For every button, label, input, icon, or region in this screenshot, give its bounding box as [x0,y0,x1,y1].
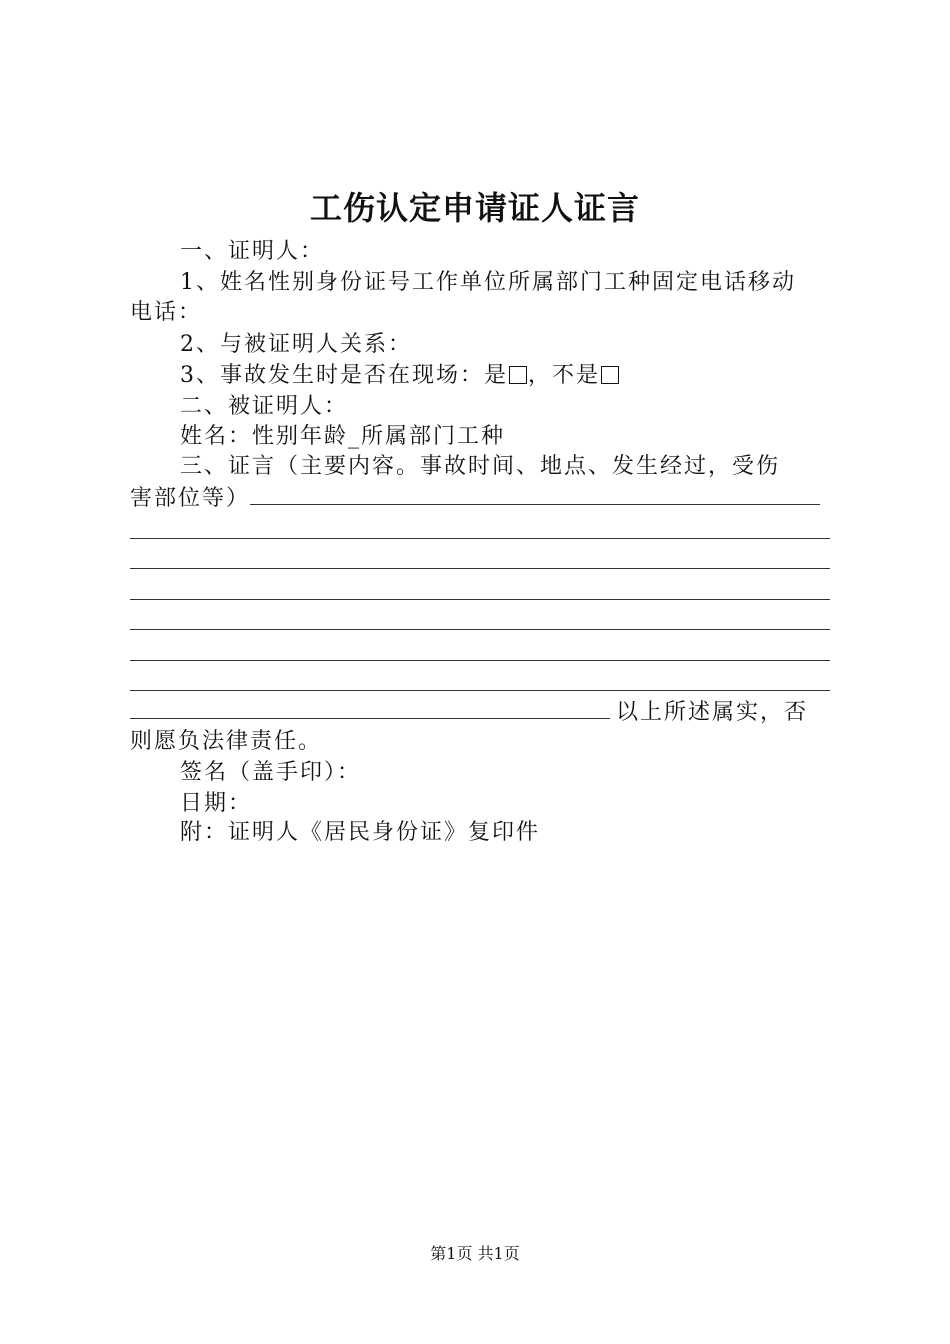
signature-field: 签名（盖手印）： [180,760,362,785]
statement-blank-first[interactable] [250,482,820,505]
statement-blank-line[interactable] [130,660,830,661]
yes-checkbox[interactable] [509,366,527,384]
item3-prefix: 3、事故发生时是否在现场：是 [180,363,508,388]
attachment-note: 附：证明人《居民身份证》复印件 [180,820,541,845]
section3-line1: 三、证言（主要内容。事故时间、地点、发生经过，受伤 [180,454,781,479]
section1-heading: 一、证明人： [180,239,325,264]
item1-line1: 1、姓名性别身份证号工作单位所属部门工种固定电话移动 [180,270,796,295]
declaration-text-1: 以上所述属实，否 [616,700,809,725]
item2-relationship: 2、与被证明人关系： [180,332,412,357]
statement-blank-last[interactable] [130,696,610,719]
item3-middle: ，不是 [528,363,601,388]
item1-line2: 电话： [130,300,203,325]
section3-line2 [130,482,830,514]
section3-line2-text: 害部位等） [130,486,251,511]
witnessed-person-fields: 姓名：性别年龄_所属部门工种 [180,424,506,449]
no-checkbox[interactable] [601,366,619,384]
document-title: 工伤认定申请证人证言 [309,189,640,227]
date-field: 日期： [180,791,253,816]
item3-on-site [180,361,830,391]
statement-blank-line[interactable] [130,690,830,691]
statement-blank-line[interactable] [130,599,830,600]
statement-blank-line[interactable] [130,538,830,539]
statement-declaration-line2: 则愿负法律责任。 [130,729,323,754]
statement-declaration-line1 [130,696,830,728]
statement-blank-line[interactable] [130,568,830,569]
page-footer: 第1页 共1页 [430,1244,520,1263]
section2-heading: 二、被证明人： [180,394,349,419]
statement-blank-line[interactable] [130,629,830,630]
